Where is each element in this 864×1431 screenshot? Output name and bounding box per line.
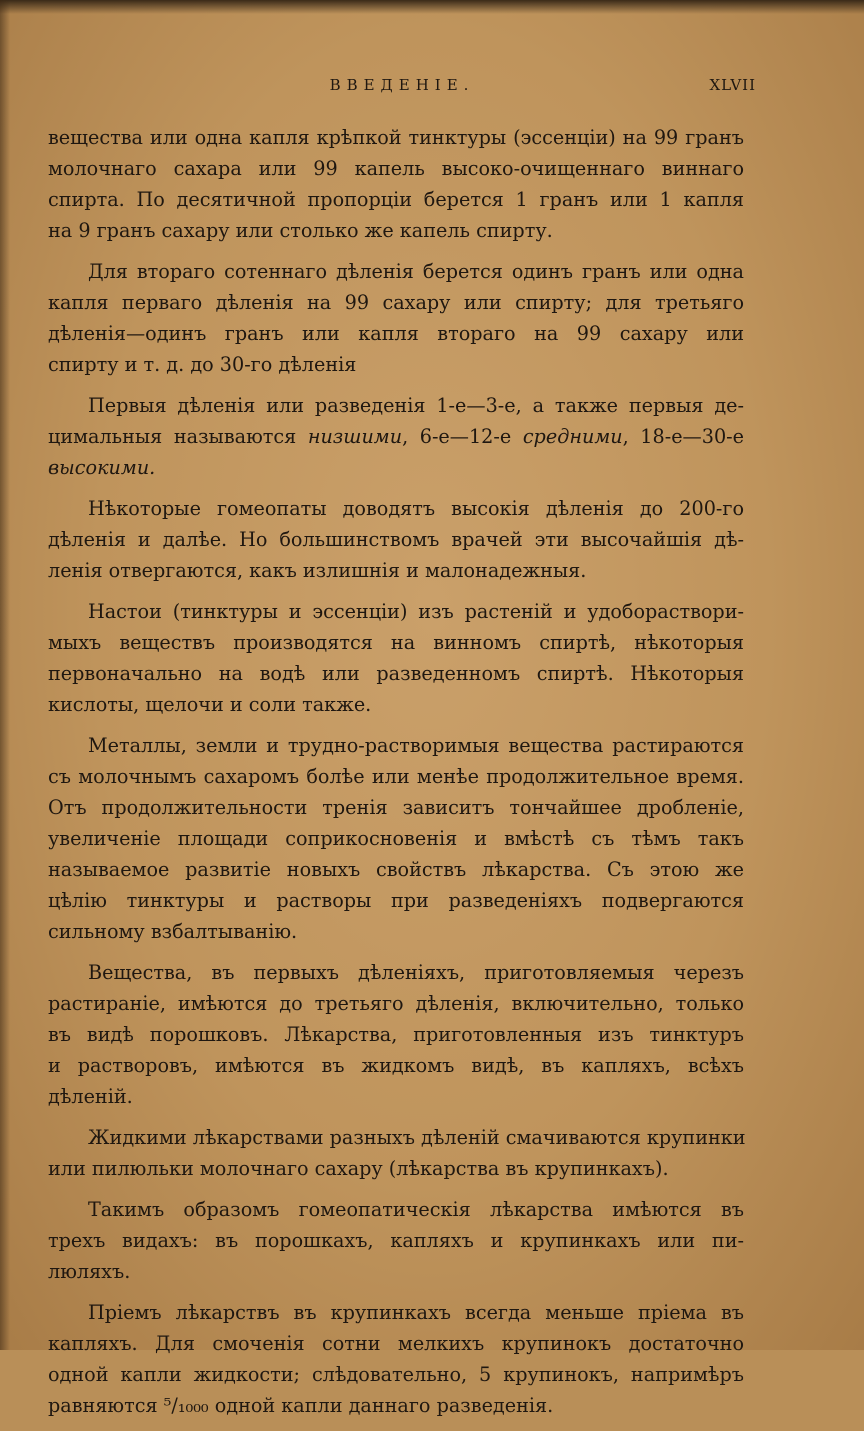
text-run: , 6-е—12-е bbox=[402, 425, 523, 448]
text-line: Первыя дѣленія или разведенія 1-е—3-е, а также первыя де- bbox=[88, 394, 744, 417]
text-line: дѣленій. bbox=[48, 1085, 133, 1108]
text-line: спирту и т. д. до 30-го дѣленія bbox=[48, 353, 357, 376]
text-line: растираніе, имѣются до третьяго дѣленія, включительно, только bbox=[48, 992, 744, 1015]
text-line bbox=[48, 421, 744, 452]
paragraph-9 bbox=[48, 1194, 744, 1287]
text-line: Вещества, въ первыхъ дѣленіяхъ, приготовляемыя черезъ bbox=[88, 961, 744, 984]
text-line: первоначально на водѣ или разведенномъ спиртѣ. Нѣкоторыя bbox=[48, 662, 744, 685]
text-line: ленія отвергаются, какъ излишнія и малонадежныя. bbox=[48, 559, 587, 582]
text-line: мыхъ веществъ производятся на винномъ спиртѣ, нѣкоторыя bbox=[48, 631, 744, 654]
paragraph-3 bbox=[48, 390, 744, 483]
paragraph-10 bbox=[48, 1297, 744, 1421]
text-line: Такимъ образомъ гомеопатическія лѣкарства имѣются въ bbox=[88, 1198, 744, 1221]
italic-term-high: высокими. bbox=[48, 456, 156, 479]
text-line: дѣленія и далѣе. Но большинствомъ врачей эти высочайшія дѣ- bbox=[48, 528, 744, 551]
text-line: Настои (тинктуры и эссенціи) изъ растеній и удобораствори- bbox=[88, 600, 744, 623]
text-line: Металлы, земли и трудно-растворимыя вещества растираются bbox=[88, 734, 744, 757]
text-line bbox=[48, 452, 744, 483]
text-line: одной капли жидкости; слѣдовательно, 5 крупинокъ, напримѣръ bbox=[48, 1363, 744, 1386]
paragraph-2 bbox=[48, 256, 744, 380]
text-line: цѣлію тинктуры и растворы при разведеніяхъ подвергаются bbox=[48, 889, 744, 912]
text-line: молочнаго сахара или 99 капель высоко-очищеннаго виннаго bbox=[48, 157, 744, 180]
text-line: Нѣкоторые гомеопаты доводятъ высокія дѣленія до 200-го bbox=[88, 497, 744, 520]
text-line: вещества или одна капля крѣпкой тинктуры (эссенціи) на 99 гранъ bbox=[48, 126, 744, 149]
text-line: съ молочнымъ сахаромъ болѣе или менѣе продолжительное время. bbox=[48, 765, 744, 788]
text-line: кислоты, щелочи и соли также. bbox=[48, 693, 372, 716]
text-line: увеличеніе площади соприкосновенія и вмѣстѣ съ тѣмъ такъ bbox=[48, 827, 744, 850]
text-line: сильному взбалтыванію. bbox=[48, 920, 298, 943]
text-line: равняются ⁵/₁₀₀₀ одной капли даннаго разведенія. bbox=[48, 1394, 554, 1417]
page-binding-shadow bbox=[0, 0, 10, 1350]
text-line: трехъ видахъ: въ порошкахъ, капляхъ и крупинкахъ или пи- bbox=[48, 1229, 744, 1252]
text-line: въ видѣ порошковъ. Лѣкарства, приготовленныя изъ тинктуръ bbox=[48, 1023, 744, 1046]
italic-term-middle: средними bbox=[522, 425, 623, 448]
text-run: цимальныя называются bbox=[48, 425, 308, 448]
paragraph-5 bbox=[48, 596, 744, 720]
italic-term-lower: низшими bbox=[307, 425, 403, 448]
text-line: дѣленія—одинъ гранъ или капля втораго на 99 сахару или bbox=[48, 322, 744, 345]
text-run: , 18-е—30-е bbox=[622, 425, 744, 448]
text-line: и растворовъ, имѣются въ жидкомъ видѣ, въ капляхъ, всѣхъ bbox=[48, 1054, 744, 1077]
page-header bbox=[48, 76, 756, 102]
text-line: на 9 гранъ сахару или столько же капель спирту. bbox=[48, 219, 553, 242]
text-line: капляхъ. Для смоченія сотни мелкихъ крупинокъ достаточно bbox=[48, 1332, 744, 1355]
text-line: Отъ продолжительности тренія зависитъ тончайшее дробленіе, bbox=[48, 796, 744, 819]
paragraph-8 bbox=[48, 1122, 744, 1184]
text-line: или пилюльки молочнаго сахару (лѣкарства въ крупинкахъ). bbox=[48, 1157, 669, 1180]
text-line: капля перваго дѣленія на 99 сахару или спирту; для третьяго bbox=[48, 291, 744, 314]
text-line: Для втораго сотеннаго дѣленія берется одинъ гранъ или одна bbox=[88, 260, 744, 283]
text-line: Пріемъ лѣкарствъ въ крупинкахъ всегда меньше пріема въ bbox=[88, 1301, 744, 1324]
paragraph-1 bbox=[48, 122, 744, 246]
text-line: Жидкими лѣкарствами разныхъ дѣленій смачиваются крупинки bbox=[88, 1126, 746, 1149]
page-top-shadow bbox=[0, 0, 864, 14]
text-line: спирта. По десятичной пропорціи берется 1 гранъ или 1 капля bbox=[48, 188, 744, 211]
text-line: люляхъ. bbox=[48, 1260, 131, 1283]
paragraph-7 bbox=[48, 957, 744, 1112]
paragraph-4 bbox=[48, 493, 744, 586]
running-title: ВВЕДЕНІЕ. bbox=[329, 76, 475, 94]
paragraph-6 bbox=[48, 730, 744, 947]
page-number: XLVII bbox=[709, 76, 756, 94]
body-text bbox=[48, 122, 744, 1431]
text-line: называемое развитіе новыхъ свойствъ лѣкарства. Съ этою же bbox=[48, 858, 744, 881]
